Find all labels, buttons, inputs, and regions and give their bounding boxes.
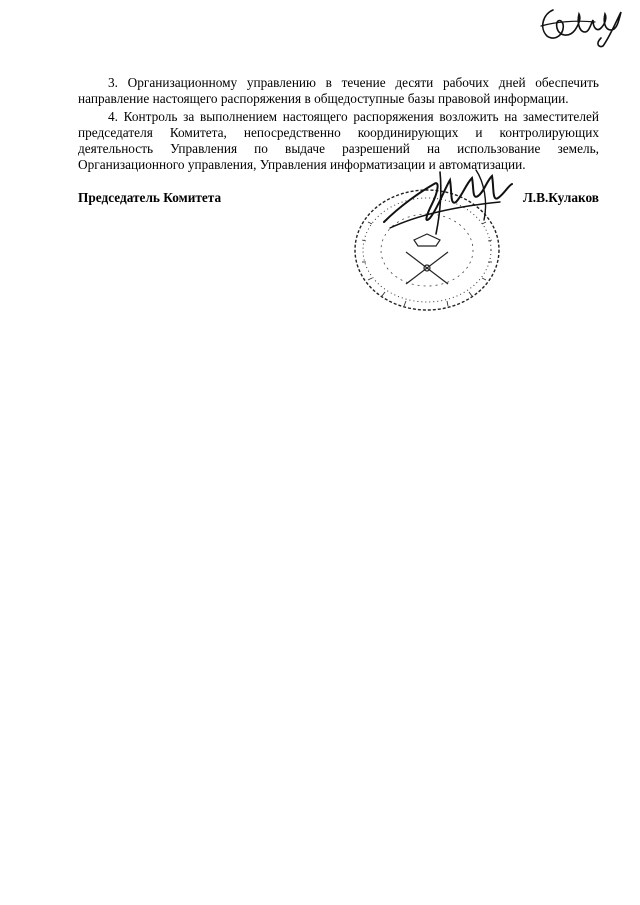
signature-row [78, 190, 599, 210]
paragraph-4: 4. Контроль за выполнением настоящего распоряжения возложить на заместителей председателя Комитета, непосредственно координирующих и контролирующих деятельность Управления по выдаче разрешений на использование земель, Организационного управления, Управления информатизации и автоматизации. [78, 109, 599, 172]
document-body [78, 75, 599, 175]
signatory-name: Л.В.Кулаков [522, 190, 599, 205]
paragraph-3: 3. Организационному управлению в течение десяти рабочих дней обеспечить направление настоящего распоряжения в общедоступные базы правовой информации. [78, 75, 599, 106]
corner-signature [535, 4, 627, 48]
signatory-title: Председатель Комитета [78, 190, 222, 205]
